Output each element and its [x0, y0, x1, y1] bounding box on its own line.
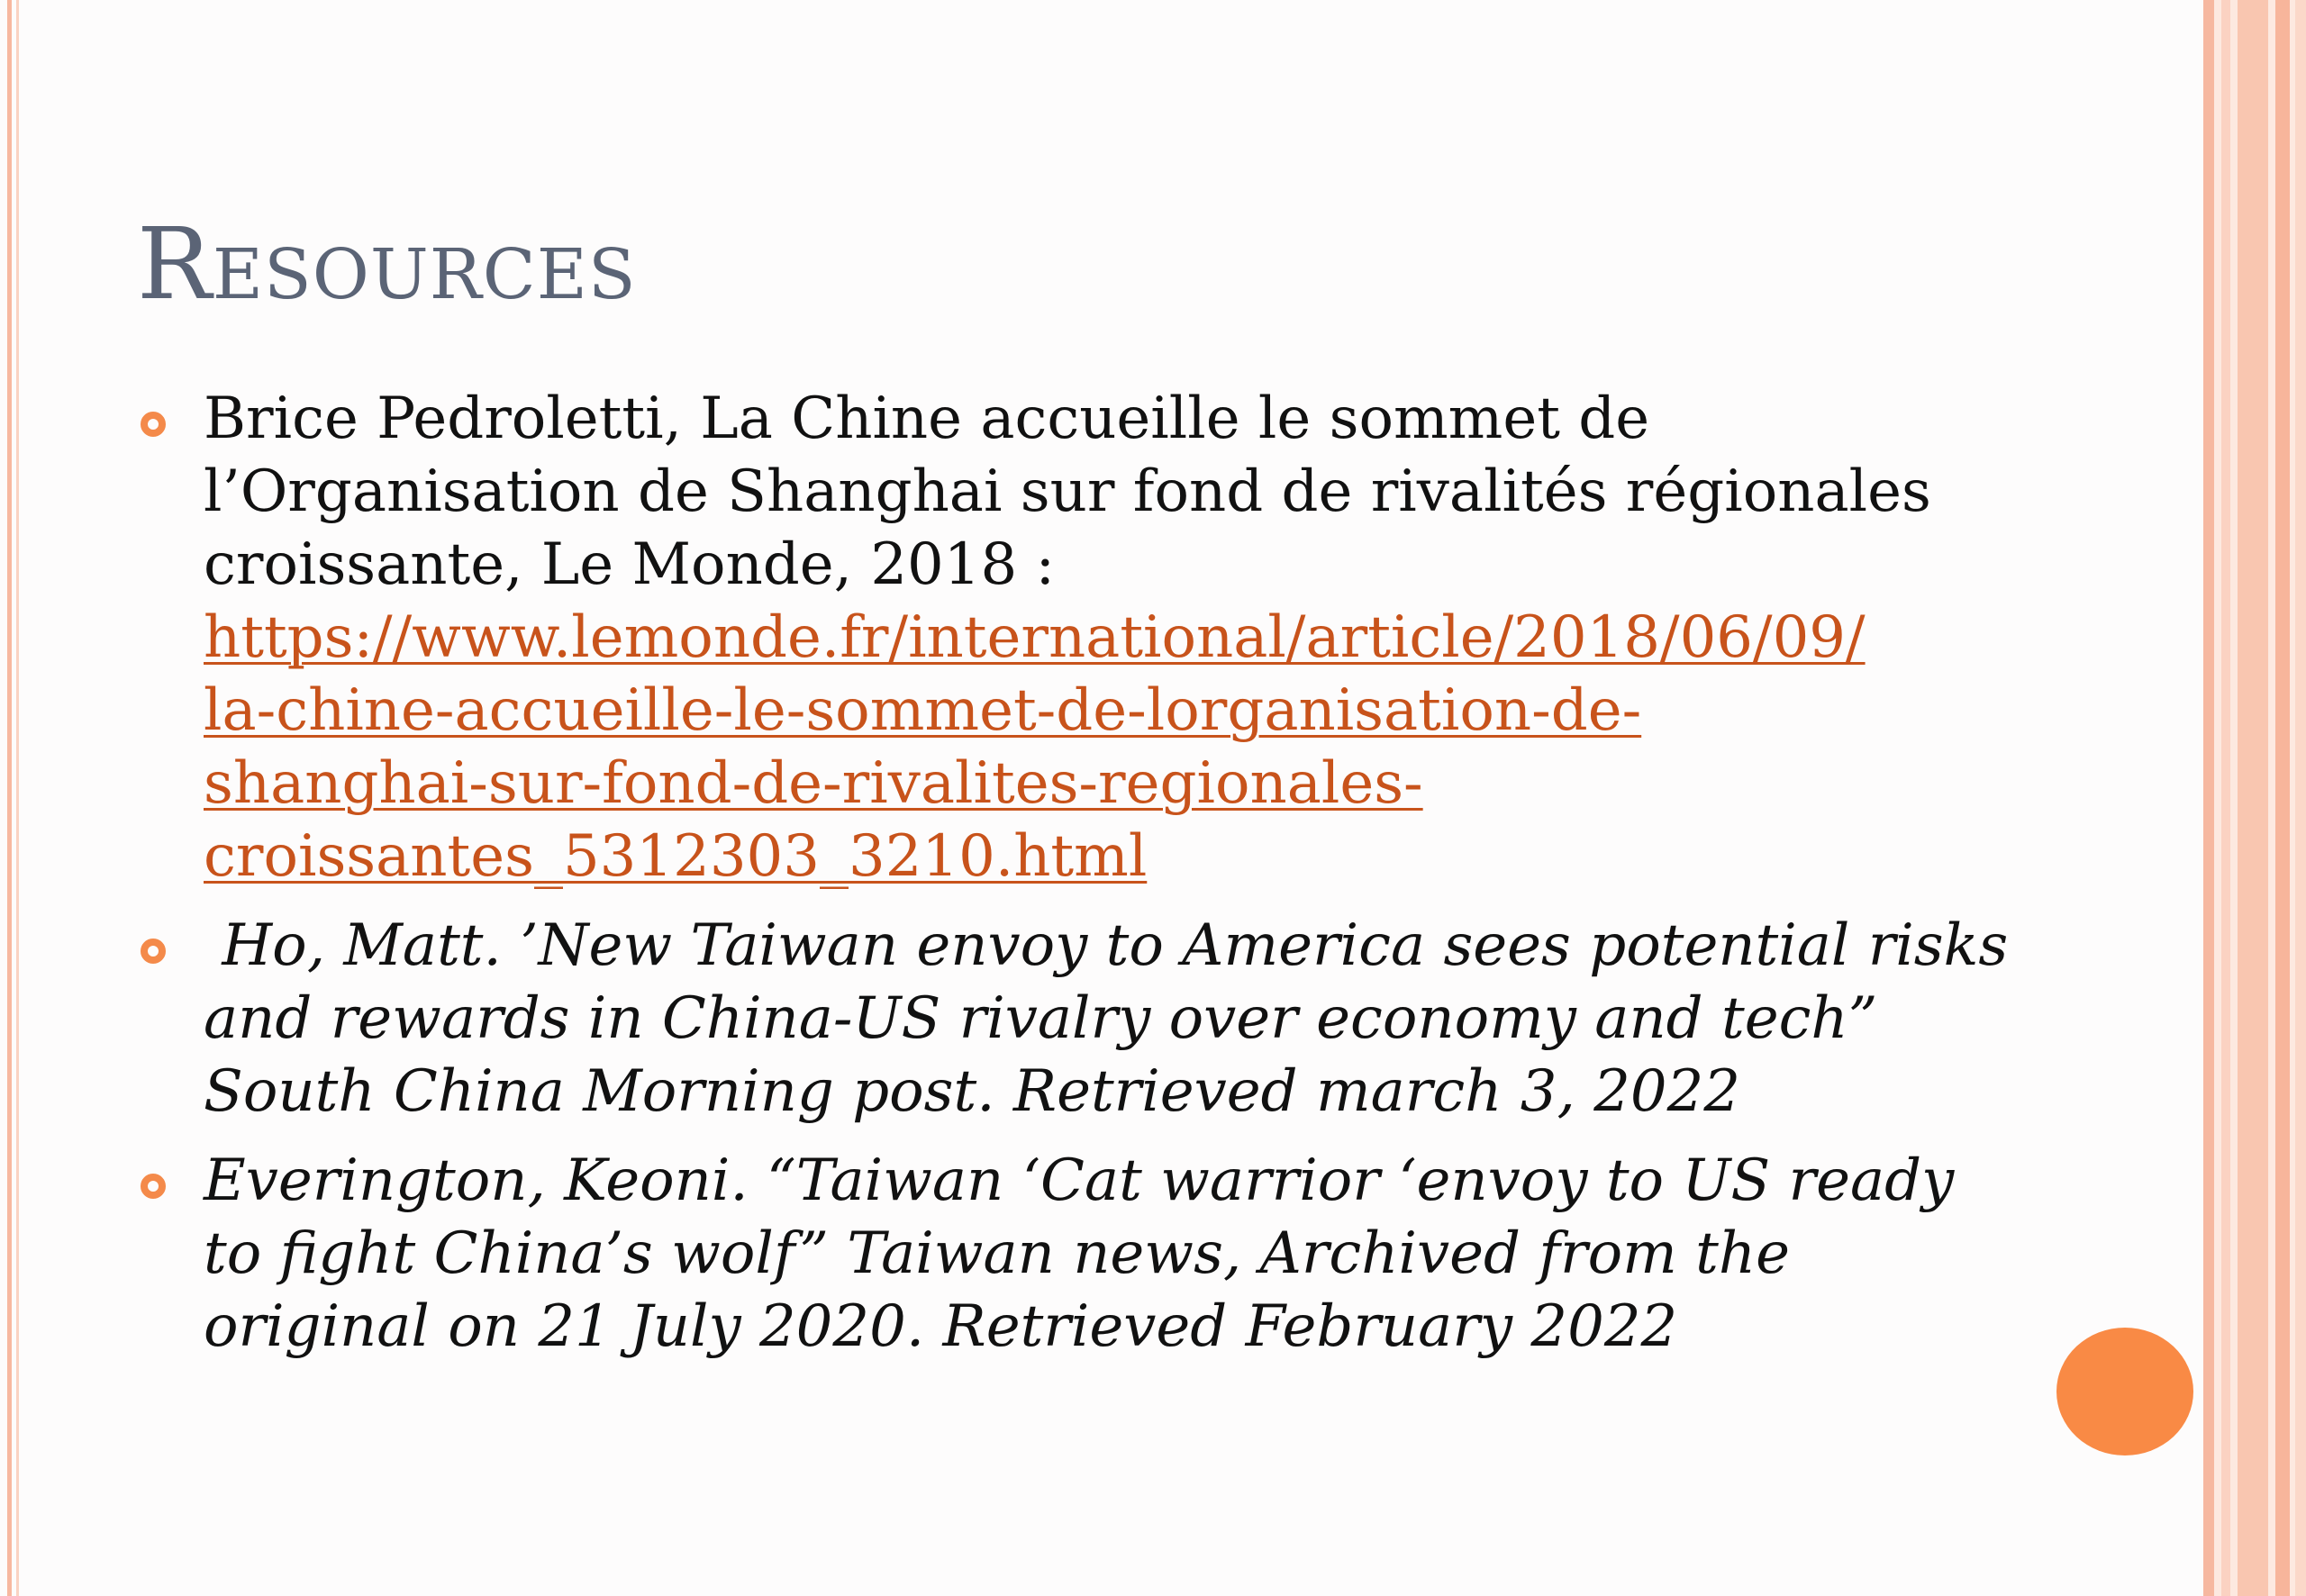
reference-citation: Brice Pedroletti, La Chine accueille le sommet de l’Organisation de Shanghai sur fond de rivalités régionales croissante, Le Monde, 2018 : [204, 385, 1931, 598]
reference-link-line: la-chine-accueille-le-sommet-de-lorganisation-de- [204, 677, 1642, 744]
reference-link-line: https://www.lemonde.fr/international/article/2018/06/09/ [204, 604, 1866, 671]
orange-circle-decoration [2056, 1328, 2193, 1455]
right-stripe [2203, 0, 2214, 1596]
reference-text: Everington, Keoni. “Taiwan ‘Cat warrior ‘envoy to US ready to fight China’s wolf” Taiwan news, Archived from the original on 21 July 2020. Retrieved February 2022 [204, 1147, 1955, 1360]
reference-item [137, 1145, 2029, 1364]
reference-link-line: shanghai-sur-fond-de-rivalites-regionales- [204, 750, 1423, 817]
right-stripe [2238, 0, 2268, 1596]
reference-item [137, 910, 2029, 1129]
right-stripe [2295, 0, 2306, 1596]
reference-text [204, 383, 2029, 893]
reference-text: Ho, Matt. ’New Taiwan envoy to America sees potential risks and rewards in China-US rivalry over economy and tech” South China Morning post. Retrieved march 3, 2022 [204, 912, 2027, 1125]
right-stripe [2221, 0, 2230, 1596]
reference-list [137, 383, 2029, 1380]
left-border-line [7, 0, 12, 1596]
right-stripe [2275, 0, 2290, 1596]
reference-item [137, 383, 2029, 893]
ring-bullet-icon [141, 412, 166, 437]
ring-bullet-icon [141, 1174, 166, 1199]
reference-link-line: croissantes_5312303_3210.html [204, 823, 1148, 890]
reference-link[interactable] [204, 602, 2029, 893]
ring-bullet-icon [141, 939, 166, 964]
left-border-line-inner [16, 0, 19, 1596]
slide-title: Resources [137, 206, 637, 322]
